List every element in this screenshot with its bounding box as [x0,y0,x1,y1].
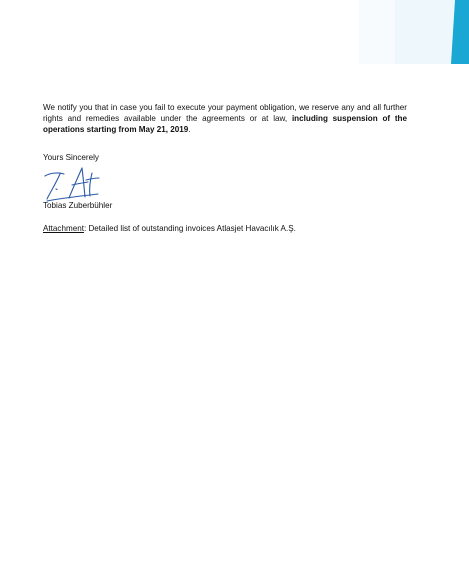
letter-body [43,102,407,135]
attachment-text: Detailed list of outstanding invoices Atlasjet Havacılık A.Ş. [86,224,296,233]
notice-text: We notify you that in case you fail to execute your payment obligation, we reserve any and all further rights and remedies available under the agreements or at law, [43,103,407,123]
handwritten-signature [42,163,142,205]
attachment-label: Attachment [43,224,84,233]
notice-text-end: . [188,125,191,134]
corner-brand-graphic [359,0,469,64]
signer-name: Tobias Zuberbühler [43,201,113,210]
closing-salutation: Yours Sincerely [43,153,99,162]
attachment-separator: : [83,224,87,233]
notice-paragraph [43,102,407,135]
notice-bold-text: including suspension of the operations starting from May 21, 2019 [43,114,408,134]
attachment-line [43,223,296,234]
